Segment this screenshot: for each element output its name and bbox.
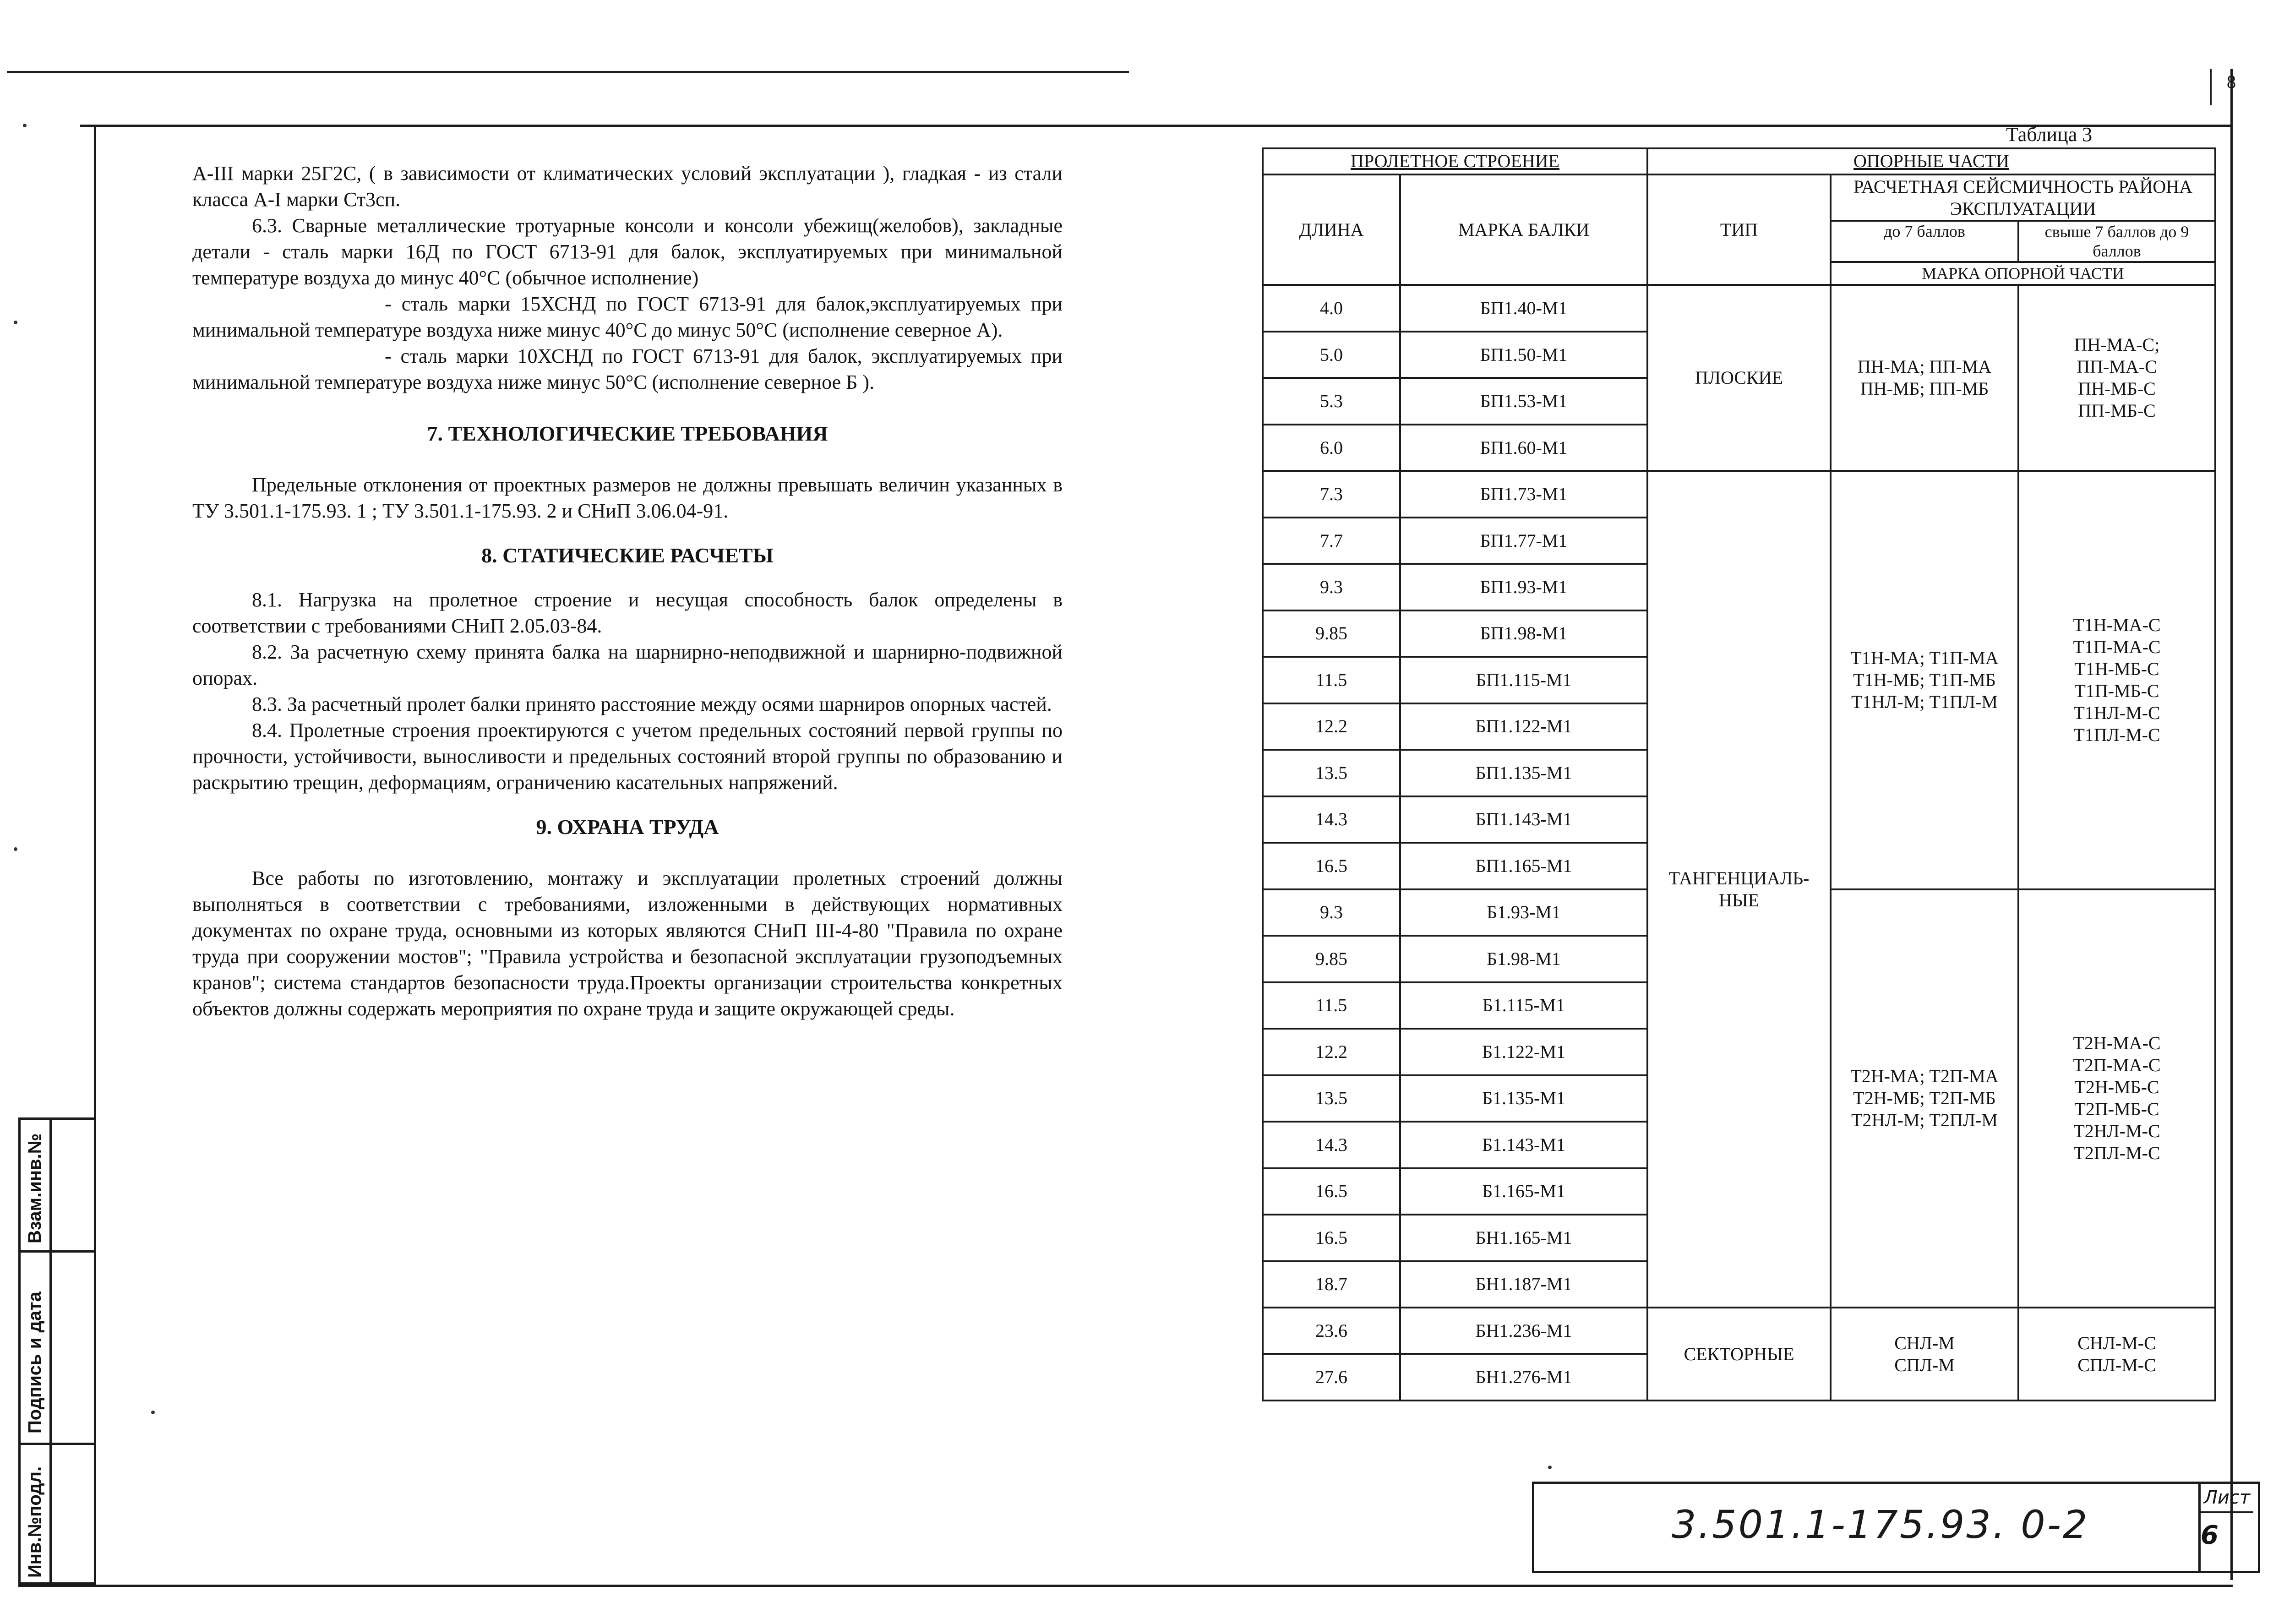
cell-length: 9.85: [1263, 610, 1400, 657]
body-paragraph: 8.1. Нагрузка на пролетное строение и несущая способность балок определены в соответствии с требованиями СНиП 2.05.03-84.: [192, 589, 1063, 637]
section-heading: 8. СТАТИЧЕСКИЕ РАСЧЕТЫ: [481, 544, 774, 567]
cell-length: 12.2: [1263, 703, 1400, 750]
body-text-column: [192, 160, 1063, 1022]
body-paragraph: Все работы по изготовлению, монтажу и эксплуатации пролетных строений должны выполняться в соответствии с требованиями, изложенными в действующих нормативных документах по охране труда, основными из которых являются СНиП III-4-80 "Правила по охране труда при сооружении мостов"; "Правила устройства и безопасной эксплуатации грузоподъемных кранов"; система стандартов безопасности труда.Проекты организации строительства конкретных объектов должны содержать мероприятия по охране труда и защите окружающей среды.: [192, 867, 1063, 1020]
cell-bearing-type: ПЛОСКИЕ: [1647, 285, 1831, 471]
cell-beam-mark: БП1.77-М1: [1400, 518, 1647, 564]
sheet-box: [2196, 1482, 2260, 1573]
cell-bearing-up-to-7: Т2Н-МА; Т2П-МА Т2Н-МБ; Т2П-МБ Т2НЛ-М; Т2ПЛ-М: [1831, 889, 2018, 1308]
cell-beam-mark: БП1.73-М1: [1400, 471, 1647, 517]
body-paragraph: 6.3. Сварные металлические тротуарные консоли и консоли убежищ(желобов), закладные детали - сталь марки 16Д по ГОСТ 6713-91 для балок, эксплуатируемых при минимальной температуре воздуха до минус 40°С (обычное исполнение): [192, 214, 1063, 289]
cell-beam-mark: Б1.165-М1: [1400, 1168, 1647, 1215]
cell-length: 16.5: [1263, 1168, 1400, 1215]
cell-beam-mark: Б1.98-М1: [1400, 936, 1647, 982]
frame-bottom-line: [18, 1585, 2233, 1587]
scan-speck: [23, 124, 27, 127]
table-row: [1263, 285, 2215, 331]
table-row: [1263, 471, 2215, 517]
cell-beam-mark: БП1.143-М1: [1400, 796, 1647, 843]
cell-bearing-up-to-7: СНЛ-М СПЛ-М: [1831, 1308, 2018, 1401]
cell-beam-mark: БП1.165-М1: [1400, 843, 1647, 889]
body-paragraph: 8.4. Пролетные строения проектируются с учетом предельных состояний первой группы по прочности, устойчивости, выносливости и предельных состояний второй группы по образованию и раскрытию трещин, деформациям, ограничению касательных напряжений.: [192, 719, 1063, 794]
header-beam-mark: МАРКА БАЛКИ: [1400, 174, 1647, 285]
header-bearings: ОПОРНЫЕ ЧАСТИ: [1647, 148, 2215, 174]
cell-beam-mark: Б1.122-М1: [1400, 1029, 1647, 1075]
side-label-signature-date: Подпись и дата: [25, 1292, 45, 1433]
cell-length: 5.3: [1263, 378, 1400, 424]
cell-beam-mark: Б1.93-М1: [1400, 889, 1647, 936]
table-caption: Таблица 3: [2006, 123, 2093, 146]
cell-bearing-type: ТАНГЕНЦИАЛЬ- НЫЕ: [1647, 471, 1831, 1308]
side-label-vzam-inv: Взам.инв.№: [25, 1133, 45, 1243]
document-code: 3.501.1-175.93. 0-2: [1672, 1502, 2089, 1547]
cell-beam-mark: БН1.187-М1: [1400, 1261, 1647, 1308]
sheet-label: Лист: [2201, 1484, 2253, 1513]
header-length: ДЛИНА: [1263, 174, 1400, 285]
frame-right-outer-line: [2210, 69, 2212, 105]
page-number: 8: [2227, 71, 2236, 92]
cell-beam-mark: БП1.50-М1: [1400, 332, 1647, 378]
cell-bearing-above-7: Т2Н-МА-С Т2П-МА-С Т2Н-МБ-С Т2П-МБ-С Т2НЛ-М-С Т2ПЛ-М-С: [2018, 889, 2215, 1308]
scan-speck: [151, 1411, 155, 1414]
cell-beam-mark: БН1.165-М1: [1400, 1215, 1647, 1261]
body-paragraph: Предельные отклонения от проектных размеров не должны превышать величин указанных в ТУ 3.501.1-175.93. 1 ; ТУ 3.501.1-175.93. 2 и СНиП 3.06.04-91.: [192, 474, 1063, 522]
bearing-table: [1262, 147, 2216, 1401]
cell-bearing-up-to-7: Т1Н-МА; Т1П-МА Т1Н-МБ; Т1П-МБ Т1НЛ-М; Т1ПЛ-М: [1831, 471, 2018, 889]
cell-beam-mark: БП1.115-М1: [1400, 657, 1647, 703]
header-above-7: свыше 7 баллов до 9 баллов: [2018, 221, 2215, 262]
cell-length: 27.6: [1263, 1354, 1400, 1401]
body-paragraph: 8.3. За расчетный пролет балки принято расстояние между осями шарниров опорных частей.: [252, 693, 1052, 715]
cell-length: 11.5: [1263, 982, 1400, 1029]
cell-beam-mark: Б1.115-М1: [1400, 982, 1647, 1029]
cell-length: 5.0: [1263, 332, 1400, 378]
cell-length: 9.3: [1263, 564, 1400, 610]
cell-length: 14.3: [1263, 1122, 1400, 1168]
cell-length: 16.5: [1263, 1215, 1400, 1261]
body-paragraph: - сталь марки 15ХСНД по ГОСТ 6713-91 для балок,эксплуатируемых при минимальной температуре воздуха ниже минус 40°С до минус 50°С (исполнение северное А).: [192, 293, 1063, 341]
section-heading: 7. ТЕХНОЛОГИЧЕСКИЕ ТРЕБОВАНИЯ: [427, 422, 828, 445]
cell-length: 9.3: [1263, 889, 1400, 936]
header-up-to-7: до 7 баллов: [1831, 221, 2018, 262]
cell-length: 23.6: [1263, 1308, 1400, 1354]
header-span-structure: ПРОЛЕТНОЕ СТРОЕНИЕ: [1263, 148, 1647, 174]
cell-beam-mark: БП1.60-М1: [1400, 425, 1647, 471]
side-stamp: [18, 1117, 96, 1585]
cell-beam-mark: Б1.143-М1: [1400, 1122, 1647, 1168]
cell-beam-mark: БП1.135-М1: [1400, 750, 1647, 796]
body-paragraph: - сталь марки 10ХСНД по ГОСТ 6713-91 для балок, эксплуатируемых при минимальной температуре воздуха ниже минус 50°С (исполнение северное Б ).: [192, 345, 1063, 393]
cell-length: 18.7: [1263, 1261, 1400, 1308]
cell-beam-mark: БП1.98-М1: [1400, 610, 1647, 657]
frame-top-scan-line: [7, 71, 1129, 73]
cell-bearing-up-to-7: ПН-МА; ПП-МА ПН-МБ; ПП-МБ: [1831, 285, 2018, 471]
cell-length: 13.5: [1263, 750, 1400, 796]
cell-beam-mark: Б1.135-М1: [1400, 1075, 1647, 1122]
header-type: ТИП: [1647, 174, 1831, 285]
cell-length: 7.3: [1263, 471, 1400, 517]
side-label-inv-podl: Инв.№подл.: [25, 1466, 45, 1578]
cell-beam-mark: БН1.276-М1: [1400, 1354, 1647, 1401]
table-row: [1263, 1308, 2215, 1354]
cell-length: 14.3: [1263, 796, 1400, 843]
header-seismicity: РАСЧЕТНАЯ СЕЙСМИЧНОСТЬ РАЙОНА ЭКСПЛУАТАЦИИ: [1831, 174, 2215, 221]
cell-length: 7.7: [1263, 518, 1400, 564]
section-heading: 9. ОХРАНА ТРУДА: [536, 815, 719, 839]
header-bearing-mark: МАРКА ОПОРНОЙ ЧАСТИ: [1831, 262, 2215, 285]
cell-bearing-above-7: Т1Н-МА-С Т1П-МА-С Т1Н-МБ-С Т1П-МБ-С Т1НЛ-М-С Т1ПЛ-М-С: [2018, 471, 2215, 889]
body-paragraph: А-III марки 25Г2С, ( в зависимости от климатических условий эксплуатации ), гладкая - из стали класса А-I марки Ст3сп.: [192, 162, 1063, 211]
cell-length: 6.0: [1263, 425, 1400, 471]
sheet-number: 6: [2201, 1520, 2219, 1550]
scan-speck: [14, 847, 17, 851]
cell-length: 13.5: [1263, 1075, 1400, 1122]
cell-beam-mark: БП1.122-М1: [1400, 703, 1647, 750]
title-block: [1532, 1482, 2201, 1573]
scan-speck: [14, 321, 17, 324]
cell-length: 16.5: [1263, 843, 1400, 889]
cell-length: 9.85: [1263, 936, 1400, 982]
frame-top-line: [80, 125, 2233, 127]
cell-length: 11.5: [1263, 657, 1400, 703]
cell-bearing-above-7: ПН-МА-С; ПП-МА-С ПН-МБ-С ПП-МБ-С: [2018, 285, 2215, 471]
cell-length: 12.2: [1263, 1029, 1400, 1075]
frame-right-line: [2230, 69, 2233, 1580]
body-paragraph: 8.2. За расчетную схему принята балка на шарнирно-неподвижной и шарнирно-подвижной опорах.: [192, 641, 1063, 689]
cell-beam-mark: БП1.40-М1: [1400, 285, 1647, 331]
cell-bearing-above-7: СНЛ-М-С СПЛ-М-С: [2018, 1308, 2215, 1401]
scan-speck: [1548, 1466, 1552, 1469]
cell-beam-mark: БН1.236-М1: [1400, 1308, 1647, 1354]
cell-beam-mark: БП1.53-М1: [1400, 378, 1647, 424]
cell-beam-mark: БП1.93-М1: [1400, 564, 1647, 610]
cell-length: 4.0: [1263, 285, 1400, 331]
cell-bearing-type: СЕКТОРНЫЕ: [1647, 1308, 1831, 1401]
